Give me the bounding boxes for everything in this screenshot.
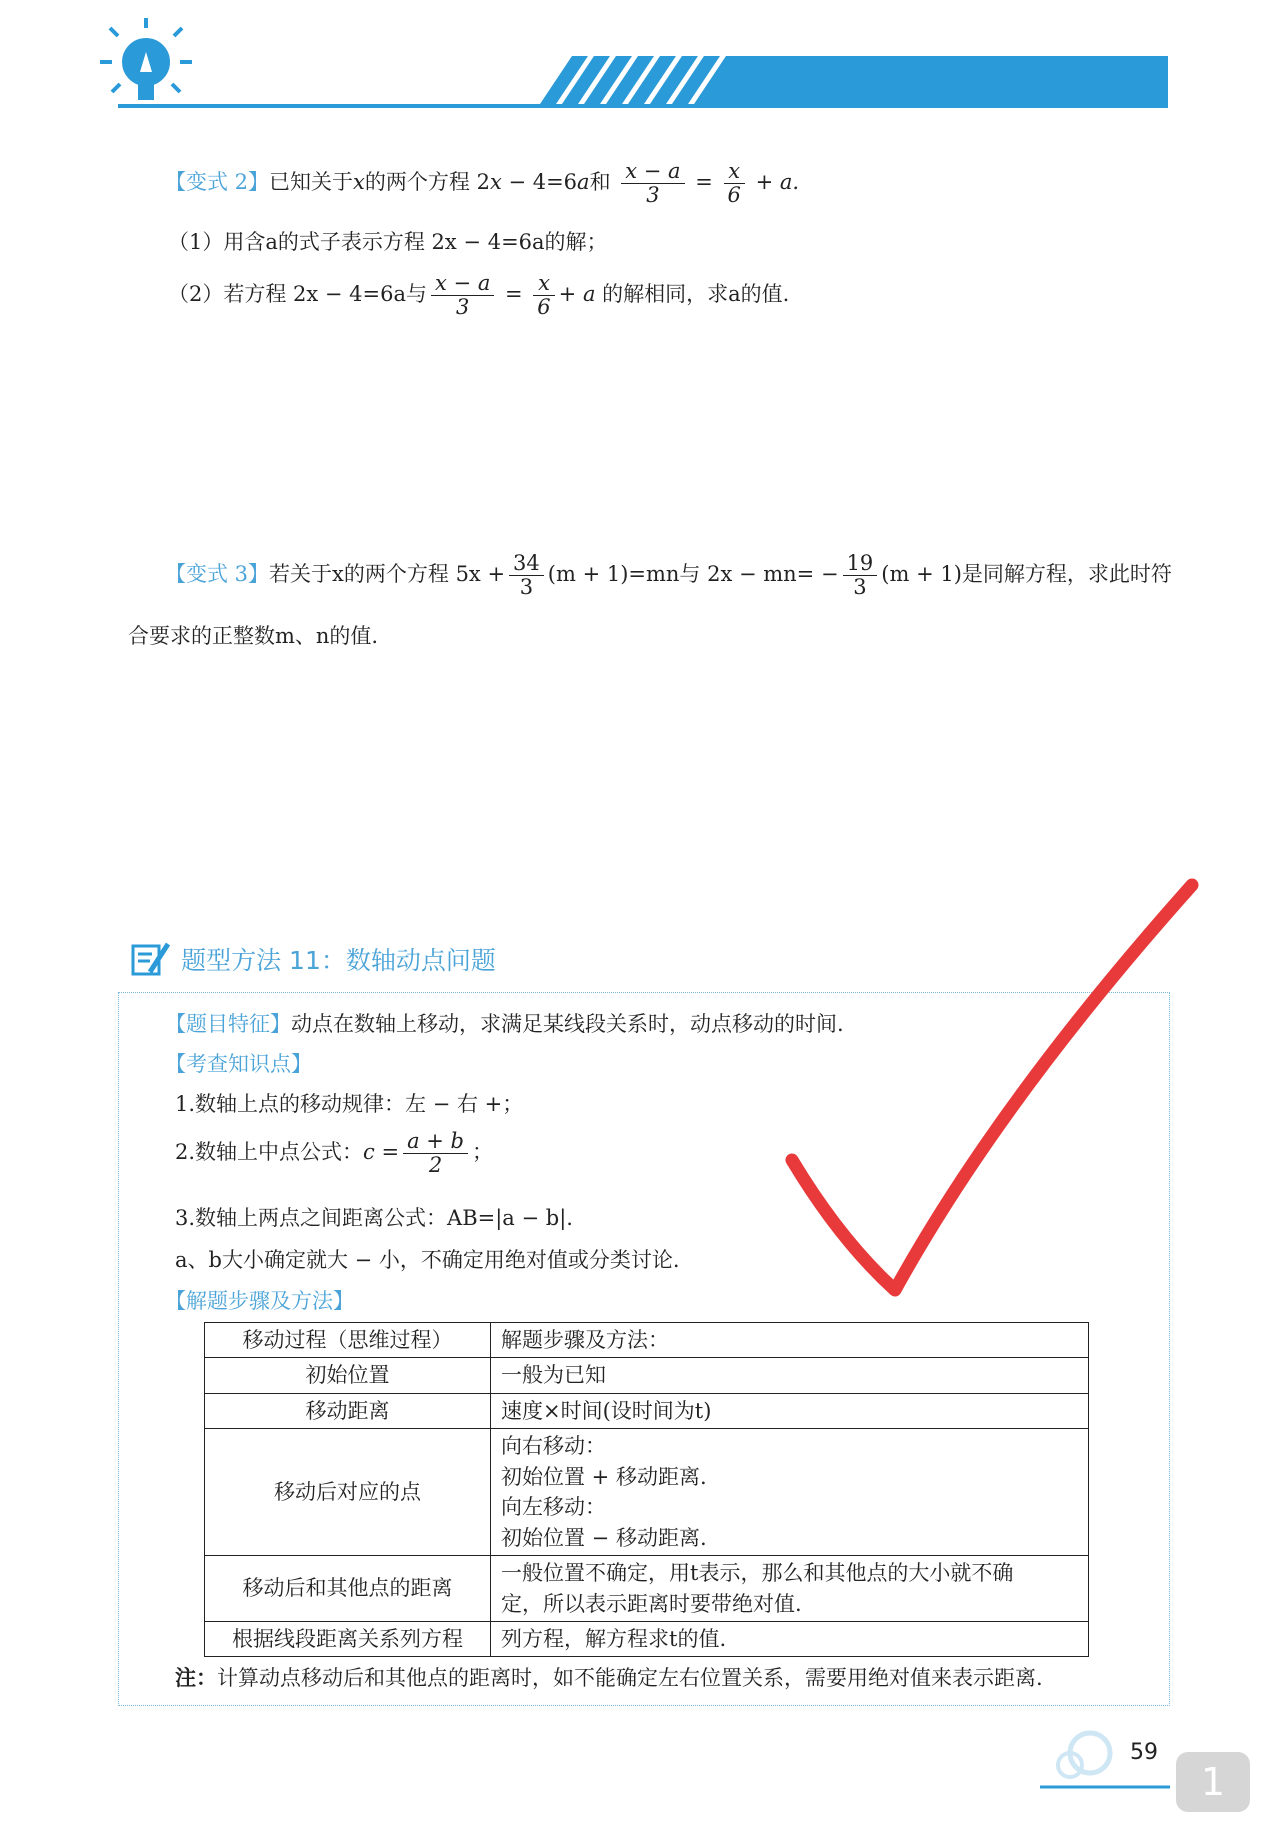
table-cell-line: 速度×时间(设时间为t) — [501, 1398, 712, 1423]
knowledge-item-4: a、b大小确定就大 − 小，不确定用绝对值或分类讨论. — [175, 1248, 680, 1272]
fraction: $\frac{x}{6}$ — [724, 160, 745, 207]
method-header — [130, 940, 496, 980]
table-row — [205, 1621, 1089, 1656]
variant-3-statement: 【变式 3】若关于x的两个方程 5x + $\frac{34}{3}$ (m + 1)=mn与 2x − mn= − $\frac{19}{3}$ (m + 1)是同解方程，求此时符 — [165, 551, 1172, 600]
steps-tag: 【解题步骤及方法】 — [165, 1289, 354, 1313]
fraction: $\frac{34}{3}$ — [509, 552, 544, 599]
table-cell-line: 向右移动： — [501, 1434, 606, 1459]
table-row — [205, 1358, 1089, 1393]
gear-decoration-icon — [1040, 1725, 1180, 1795]
variant-2-question-1: （1）用含a的式子表示方程 2x − 4=6a的解； — [168, 230, 608, 254]
note-line: 注：计算动点移动后和其他点的距离时，如不能确定左右位置关系，需要用绝对值来表示距离. — [175, 1665, 1043, 1690]
variant-3-tag: 【变式 3】 — [165, 562, 270, 587]
table-cell-method — [491, 1358, 1089, 1393]
table-row — [205, 1429, 1089, 1556]
table-cell-method — [491, 1621, 1089, 1656]
table-row — [205, 1556, 1089, 1622]
table-cell-line: 一般位置不确定，用t表示，那么和其他点的大小就不确 — [501, 1561, 1014, 1586]
knowledge-item-2: 2.数轴上中点公式：c = $\frac{a + b}{2}$ ； — [175, 1129, 494, 1178]
note-label: 注： — [175, 1665, 217, 1690]
table-cell-line: 初始位置 − 移动距离. — [501, 1525, 707, 1550]
fraction: $\frac{x - a}{3}$ — [431, 272, 494, 319]
table-cell-process: 移动后对应的点 — [205, 1429, 491, 1556]
table-cell-line: 一般为已知 — [501, 1363, 606, 1388]
variant-2-tag: 【变式 2】 — [165, 170, 270, 195]
page-number: 59 — [1130, 1740, 1158, 1765]
table-cell-method — [491, 1393, 1089, 1428]
table-cell-process: 根据线段距离关系列方程 — [205, 1621, 491, 1656]
table-cell-process: 移动过程（思维过程） — [205, 1323, 491, 1358]
table-cell-line: 初始位置 + 移动距离. — [501, 1464, 707, 1489]
table-row — [205, 1393, 1089, 1428]
table-cell-method — [491, 1556, 1089, 1622]
fraction: $\frac{x - a}{3}$ — [621, 160, 684, 207]
page-indicator-badge[interactable]: 1 — [1176, 1752, 1250, 1812]
table-row — [205, 1323, 1089, 1358]
fraction: $\frac{x}{6}$ — [533, 272, 554, 319]
table-cell-process: 移动距离 — [205, 1393, 491, 1428]
variant-3-line-2: 合要求的正整数m、n的值. — [128, 624, 379, 648]
fraction: $\frac{19}{3}$ — [843, 552, 878, 599]
knowledge-tag: 【考查知识点】 — [165, 1052, 312, 1076]
table-cell-method — [491, 1323, 1089, 1358]
table-cell-process: 初始位置 — [205, 1358, 491, 1393]
variant-2-question-2: （2）若方程 2x − 4=6a与 $\frac{x - a}{3}$ = $\frac{x}{6}$ + a 的解相同，求a的值. — [168, 271, 790, 320]
feature-tag: 【题目特征】 — [165, 1012, 291, 1036]
table-cell-process: 移动后和其他点的距离 — [205, 1556, 491, 1622]
method-title: 题型方法 11：数轴动点问题 — [181, 946, 496, 975]
variant-2-statement: 【变式 2】已知关于x的两个方程 2x − 4=6a和 $\frac{x - a}{3}$ = $\frac{x}{6}$ + a. — [165, 159, 800, 208]
fraction: $\frac{a + b}{2}$ — [403, 1130, 468, 1177]
steps-table — [204, 1322, 1089, 1657]
knowledge-item-1: 1.数轴上点的移动规律：左 − 右 +； — [175, 1092, 524, 1116]
header-graphic — [0, 0, 1280, 120]
feature-line: 【题目特征】动点在数轴上移动，求满足某线段关系时，动点移动的时间. — [165, 1012, 844, 1036]
table-cell-method — [491, 1429, 1089, 1556]
pencil-note-icon — [130, 940, 172, 978]
table-cell-line: 列方程，解方程求t的值. — [501, 1626, 727, 1651]
knowledge-item-3: 3.数轴上两点之间距离公式：AB=|a − b|. — [175, 1206, 573, 1230]
table-cell-line: 解题步骤及方法： — [501, 1328, 669, 1352]
table-cell-line: 定，所以表示距离时要带绝对值. — [501, 1591, 802, 1616]
steps-table-wrap — [204, 1322, 1089, 1657]
header-banner — [0, 0, 1280, 120]
table-cell-line: 向左移动： — [501, 1495, 606, 1520]
